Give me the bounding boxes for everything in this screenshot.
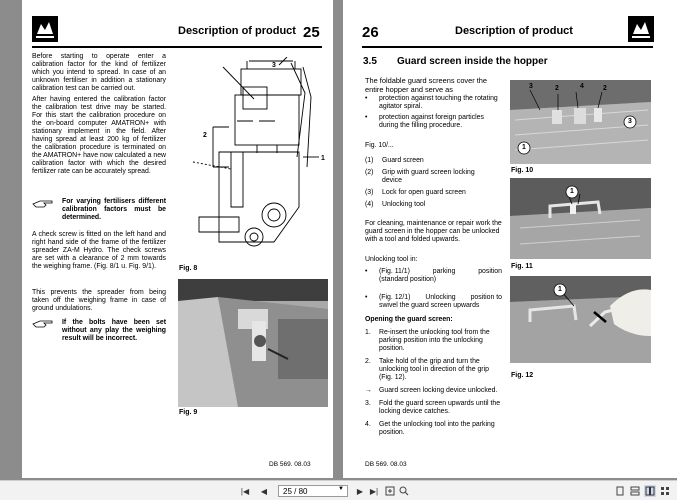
left-note-2: If the bolts have been set without any play the weighing result will be incorrect. [62, 319, 166, 342]
step-item: 3. Fold the guard screen upwards until the locking device catches. [365, 400, 501, 415]
first-page-button[interactable]: |◀ [240, 486, 250, 496]
left-para-1: Before starting to operate enter a calibration factor for the kind of fertilizer which you intend to spread. In case of an unknown fertiliser in addition a stationary calibration test can be carried out. [32, 53, 166, 92]
fig-9-photo [178, 279, 328, 407]
unlock-item: • (Fig. 12/1) Unlocking position to swivel the guard screen upwards [365, 294, 502, 309]
fit-page-button[interactable] [384, 485, 396, 497]
search-button[interactable] [398, 485, 410, 497]
intro-text: The foldable guard screens cover the entire hopper and serve as [365, 76, 488, 94]
fig-11-label: 1 [570, 188, 574, 195]
right-header-rule [362, 46, 653, 48]
left-footer: DB 569. 08.03 [269, 461, 311, 468]
fig-10-label: 1 [522, 144, 526, 151]
fig-10-label: 3 [628, 118, 632, 125]
two-page-view-button[interactable] [644, 485, 656, 497]
right-page [343, 0, 677, 478]
section-title: Guard screen inside the hopper [397, 56, 548, 67]
bullet-item: • protection against foreign particles during the filling procedure. [365, 114, 484, 129]
fig-10-label: 4 [580, 83, 584, 90]
pdf-viewer-toolbar [0, 480, 677, 500]
left-page [22, 0, 333, 478]
right-page-title: Description of product [455, 25, 573, 37]
bullet-list [365, 95, 505, 133]
cleaning-text: For cleaning, maintenance or repair work the guard screen in the hopper can be unlocked with a tool and folded upwards. [365, 220, 502, 243]
fig-8-label-3: 3 [272, 62, 276, 69]
section-number: 3.5 [363, 56, 377, 67]
legend-item: (1) Guard screen [365, 157, 424, 164]
left-para-2: After having entered the calibration factor the calibration test drive may be started. For this start the calibration procedure on the on-board computer AMATRON+ with stationary implement in the field. After having spread at least 200 kg of fertilizer the calibration procedure is terminated on the AMATRON+ have now calculated a new calibration factor with which the desired fertilizer rate can be accurately spread. [32, 96, 166, 175]
fig-8-caption: Fig. 8 [179, 265, 198, 272]
fig-reference: Fig. 10/... [365, 142, 394, 149]
fig-8-drawing [179, 57, 329, 260]
thumbnails-view-button[interactable] [659, 485, 671, 497]
steps-list [365, 329, 502, 442]
legend-item: (3) Lock for open guard screen [365, 189, 466, 196]
fig-12-label: 1 [558, 286, 562, 293]
step-item: 2. Take hold of the grip and turn the unlocking tool in direction of the grip (Fig. 12). [365, 358, 489, 381]
fig-12-caption: Fig. 12 [511, 372, 534, 379]
right-page-number: 26 [362, 24, 379, 41]
fig-10-caption: Fig. 10 [511, 167, 534, 174]
right-footer: DB 569. 08.03 [365, 461, 407, 468]
two-page-icon [645, 486, 655, 496]
fig-10-label: 3 [529, 83, 533, 90]
left-page-number: 25 [303, 24, 320, 41]
step-item: 1. Re-insert the unlocking tool from the parking position into the unlocking position. [365, 329, 490, 352]
step-item: → Guard screen locking device unlocked. [365, 387, 498, 394]
fig-10-photo [510, 80, 651, 164]
note-hand-icon [32, 198, 54, 210]
fig-8-label-2: 2 [203, 132, 207, 139]
note-hand-icon [32, 318, 54, 330]
amazone-logo [628, 16, 654, 42]
single-page-icon [615, 486, 625, 496]
open-heading: Opening the guard screen: [365, 316, 453, 323]
single-page-view-button[interactable] [614, 485, 626, 497]
fig-9-caption: Fig. 9 [179, 409, 198, 416]
legend-item: (2) Grip with guard screen locking device [365, 169, 475, 184]
next-page-button[interactable]: ▶ [356, 486, 364, 496]
scroll-pages-icon [630, 486, 640, 496]
fig-8-label-1: 1 [321, 155, 325, 162]
scroll-view-button[interactable] [629, 485, 641, 497]
fig-10-label: 2 [555, 85, 559, 92]
left-para-4: This prevents the spreader from being taken off the weighing frame in case of ground undulations. [32, 289, 166, 312]
fig-10-label: 2 [603, 85, 607, 92]
last-page-button[interactable]: ▶| [369, 486, 379, 496]
search-icon [399, 486, 409, 496]
legend-list [365, 157, 505, 213]
left-header-rule [32, 46, 322, 48]
thumbnails-icon [660, 486, 670, 496]
bullet-item: • protection against touching the rotating agitator spiral. [365, 95, 498, 110]
fig-11-photo [510, 178, 651, 259]
fig-12-photo [510, 276, 651, 363]
chevron-down-icon: ▼ [338, 486, 344, 492]
fit-page-icon [385, 486, 395, 496]
unlock-item: • (Fig. 11/1) parking position (standard position) [365, 268, 502, 283]
legend-item: (4) Unlocking tool [365, 201, 426, 208]
left-note-1: For varying fertilisers different calibration factors must be determined. [62, 198, 166, 221]
left-para-3: A check screw is fitted on the left hand and right hand side of the frame of the fertilizer spreader ZA-M Hydro. The check screws are set with a clearance of 2 mm towards the weighing frame. (Fig. 8/1 u. Fig. 9/1). [32, 231, 166, 270]
left-page-title: Description of product [178, 25, 296, 37]
prev-page-button[interactable]: ◀ [260, 486, 268, 496]
amazone-logo [32, 16, 58, 42]
fig-11-caption: Fig. 11 [511, 263, 533, 270]
page-number-select[interactable]: 25 / 80 ▼ [278, 485, 348, 497]
step-item: 4. Get the unlocking tool into the parking position. [365, 421, 495, 436]
unlock-heading: Unlocking tool in: [365, 256, 418, 263]
